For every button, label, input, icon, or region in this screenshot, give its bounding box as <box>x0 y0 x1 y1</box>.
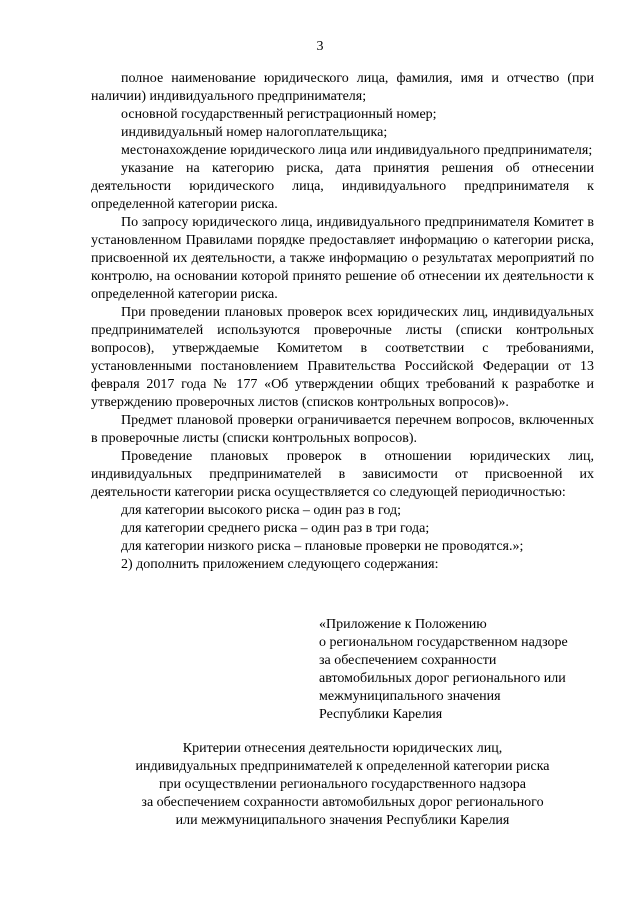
paragraph: Предмет плановой проверки ограничивается перечнем вопросов, включенных в проверочные листы (списки контрольных вопросов). <box>91 413 594 446</box>
paragraph: для категории среднего риска – один раз в три года; <box>121 521 430 536</box>
paragraph: полное наименование юридического лица, фамилия, имя и отчество (при наличии) индивидуального предпринимателя; <box>91 71 594 104</box>
paragraph: для категории высокого риска – один раз в год; <box>121 503 401 518</box>
title-line: Критерии отнесения деятельности юридических лиц, <box>182 741 503 756</box>
paragraph: для категории низкого риска – плановые проверки не проводятся.»; <box>121 539 524 554</box>
appendix-caption <box>319 616 599 724</box>
paragraph: основной государственный регистрационный номер; <box>121 107 437 122</box>
paragraph: местонахождение юридического лица или индивидуального предпринимателя; <box>121 143 593 158</box>
appendix-line: «Приложение к Положению <box>319 617 487 632</box>
appendix-line: автомобильных дорог регионального или <box>319 671 566 686</box>
appendix-line: межмуниципального значения <box>319 689 501 704</box>
body-text <box>91 70 594 574</box>
paragraph: При проведении плановых проверок всех юридических лиц, индивидуальных предпринимателей используются проверочные листы (списки контрольных вопросов), утверждаемые Комитетом в соответствии с требованиями, установленными постановлением Правительства Российской Федерации от 13 февраля 2017 года № 177 «Об утверждении общих требований к разработке и утверждению проверочных листов (списков контрольных вопросов)». <box>91 305 594 410</box>
title-line: или межмуниципального значения Республики Карелия <box>175 813 510 828</box>
appendix-line: Республики Карелия <box>319 707 443 722</box>
appendix-line: за обеспечением сохранности <box>319 653 497 668</box>
paragraph: 2) дополнить приложением следующего содержания: <box>121 557 439 572</box>
paragraph: По запросу юридического лица, индивидуального предпринимателя Комитет в установленном Правилами порядке предоставляет информацию о категории риска, присвоенной их деятельности, а также информацию о результатах мероприятий по контролю, на основании которой принято решение об отнесении их деятельности к определенной категории риска. <box>91 215 594 302</box>
appendix-line: о региональном государственном надзоре <box>319 635 568 650</box>
paragraph: указание на категорию риска, дата принятия решения об отнесении деятельности юридического лица, индивидуального предпринимателя к определенной категории риска. <box>91 161 594 212</box>
paragraph: индивидуальный номер налогоплательщика; <box>121 125 388 140</box>
title-line: индивидуальных предпринимателей к определенной категории риска <box>135 759 550 774</box>
section-title <box>91 740 594 830</box>
page-number: 3 <box>316 39 324 54</box>
title-line: за обеспечением сохранности автомобильных дорог регионального <box>141 795 544 810</box>
paragraph: Проведение плановых проверок в отношении юридических лиц, индивидуальных предпринимателей в зависимости от присвоенной их деятельности категории риска осуществляется со следующей периодичностью: <box>91 449 594 500</box>
title-line: при осуществлении регионального государственного надзора <box>158 777 526 792</box>
